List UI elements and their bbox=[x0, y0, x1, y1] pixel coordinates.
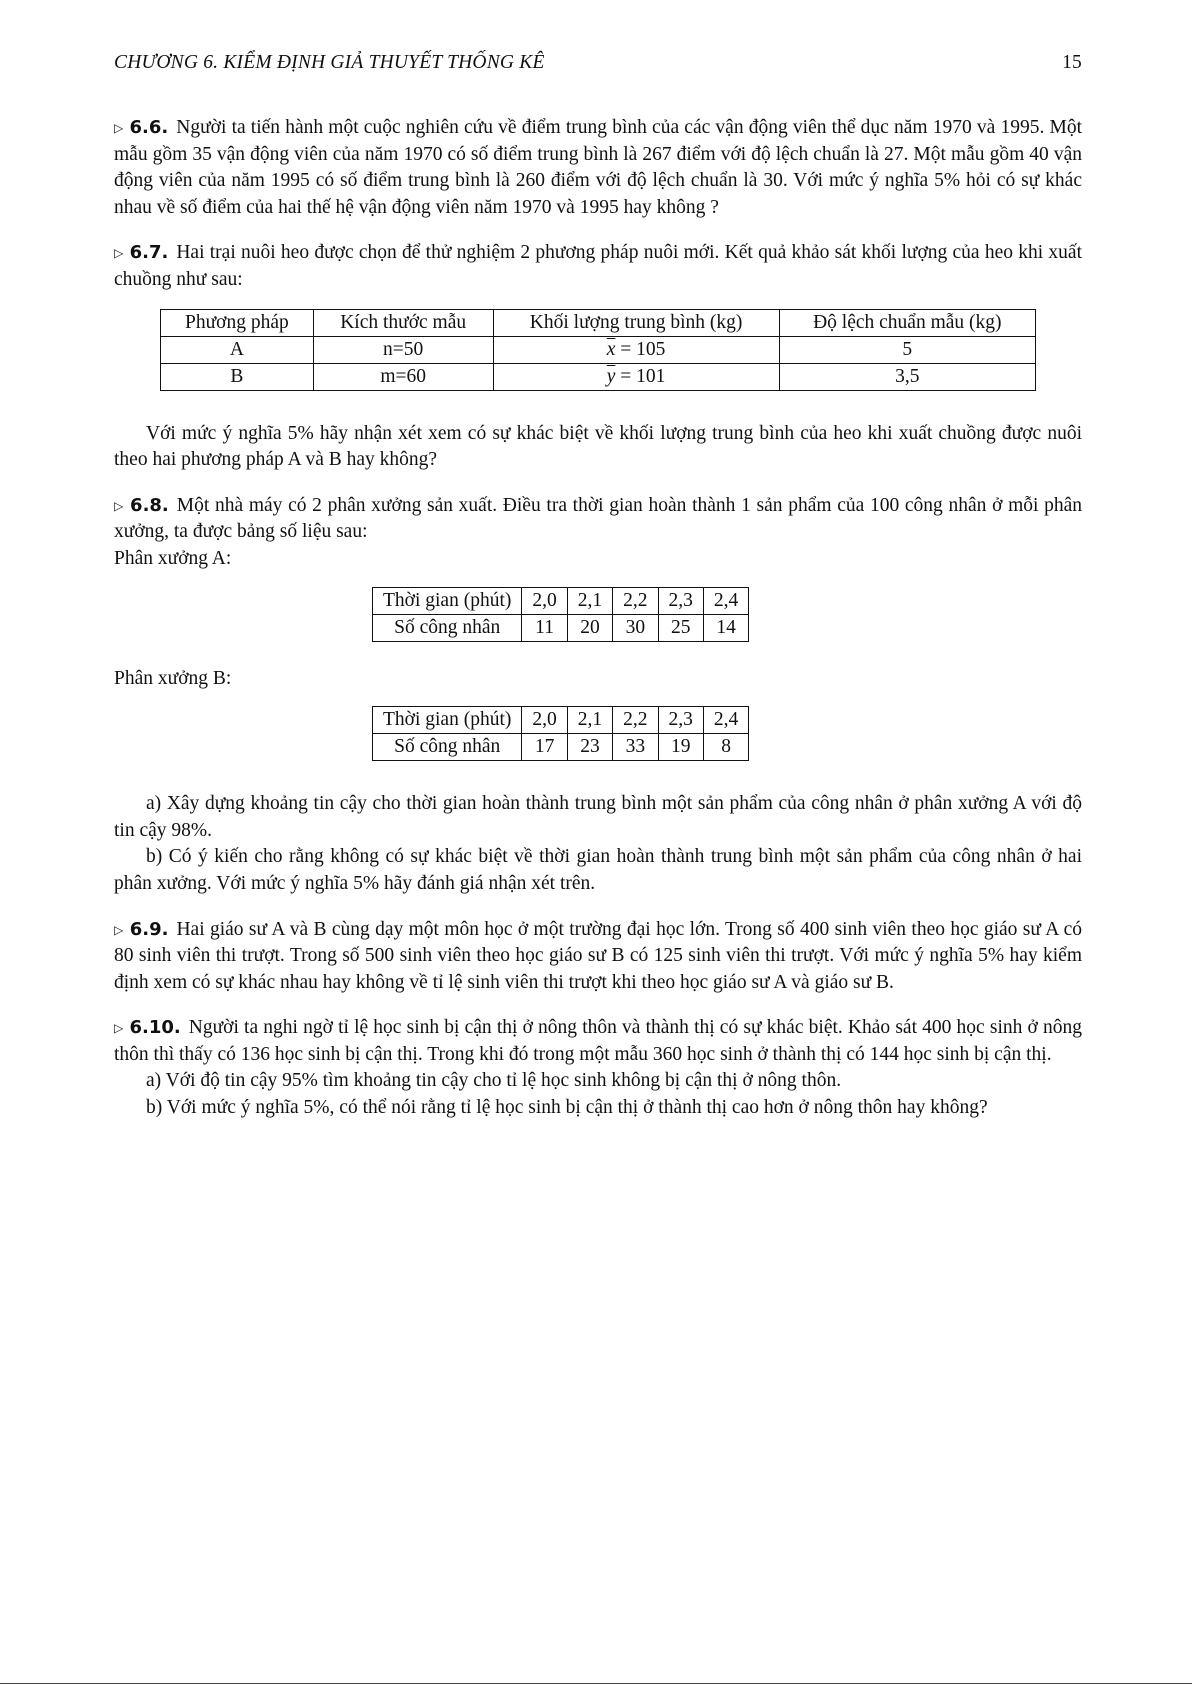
table-cell: 2,4 bbox=[703, 587, 748, 614]
running-header bbox=[114, 52, 1082, 74]
table-header-cell: Độ lệch chuẩn mẫu (kg) bbox=[779, 309, 1035, 336]
table-cell: 14 bbox=[703, 614, 748, 641]
mean-symbol: $\overline{y}$ bbox=[606, 365, 616, 387]
table-cell: n=50 bbox=[313, 336, 493, 363]
table-cell: 30 bbox=[613, 614, 658, 641]
table-cell: 2,2 bbox=[613, 707, 658, 734]
mean-symbol: $\overline{x}$ bbox=[606, 338, 616, 360]
exercise-text: Một nhà máy có 2 phân xưởng sản xuất. Điều tra thời gian hoàn thành 1 sản phẩm của 100 công nhân ở mỗi phân xưởng, ta được bảng số liệu sau: bbox=[114, 494, 1082, 543]
exercise-6-7 bbox=[114, 240, 1082, 473]
triangle-marker-icon: ▷ bbox=[114, 246, 124, 261]
table-cell: A bbox=[161, 336, 314, 363]
exercise-text: Hai giáo sư A và B cùng dạy một môn học ở một trường đại học lớn. Trong số 400 sinh viên theo học giáo sư A có 80 sinh viên thi trượt. Trong số 500 sinh viên theo học giáo sư B có 125 sinh viên thi trượt. Với mức ý nghĩa 5% hay kiểm định xem có sự khác nhau hay không về tỉ lệ sinh viên thi trượt khi theo học giáo sư A và giáo sư B. bbox=[114, 918, 1082, 993]
table-cell: 2,0 bbox=[522, 707, 567, 734]
table-cell: 2,1 bbox=[567, 587, 612, 614]
exercise-text: Hai trại nuôi heo được chọn để thử nghiệm 2 phương pháp nuôi mới. Kết quả khảo sát khối lượng của heo khi xuất chuồng như sau: bbox=[114, 242, 1082, 290]
table-header-cell: Phương pháp bbox=[161, 309, 314, 336]
table-cell: 23 bbox=[567, 734, 612, 761]
table-cell: 2,1 bbox=[567, 707, 612, 734]
table-cell: 2,3 bbox=[658, 707, 703, 734]
table-row-header: Thời gian (phút) bbox=[373, 587, 522, 614]
table-row-header: Thời gian (phút) bbox=[373, 707, 522, 734]
table-row-header: Số công nhân bbox=[373, 734, 522, 761]
exercise-6-6 bbox=[114, 115, 1082, 221]
exercise-number: 6.8. bbox=[130, 494, 169, 516]
pig-weight-table bbox=[160, 309, 1036, 391]
table-cell: 11 bbox=[522, 614, 567, 641]
table-header-row bbox=[161, 309, 1036, 336]
exercise-number: 6.6. bbox=[129, 117, 169, 138]
table-cell bbox=[493, 363, 779, 390]
mean-value: = 101 bbox=[620, 365, 666, 387]
exercise-6-10 bbox=[114, 1015, 1082, 1121]
mean-value: = 105 bbox=[620, 338, 666, 360]
triangle-marker-icon: ▷ bbox=[114, 121, 124, 135]
table-row bbox=[161, 363, 1036, 390]
question-b: b) Có ý kiến cho rằng không có sự khác biệt về thời gian hoàn thành trung bình một sản phẩm của công nhân ở hai phân xưởng. Với mức ý nghĩa 5% hãy đánh giá nhận xét trên. bbox=[114, 846, 1082, 894]
exercise-number: 6.10. bbox=[129, 1017, 181, 1039]
table-row bbox=[161, 336, 1036, 363]
triangle-marker-icon: ▷ bbox=[114, 1021, 124, 1036]
exercise-question: Với mức ý nghĩa 5% hãy nhận xét xem có sự khác biệt về khối lượng trung bình của heo khi xuất chuồng được nuôi theo hai phương pháp A và B hay không? bbox=[114, 422, 1082, 471]
page-bottom-rule bbox=[0, 1683, 1192, 1684]
table-cell: 3,5 bbox=[779, 363, 1035, 390]
question-a: a) Với độ tin cậy 95% tìm khoảng tin cậy cho tỉ lệ học sinh không bị cận thị ở nông thôn. bbox=[146, 1070, 842, 1092]
table-cell: 8 bbox=[703, 734, 748, 761]
table-cell: 5 bbox=[779, 336, 1035, 363]
table-cell: 25 bbox=[658, 614, 703, 641]
table-header-cell: Khối lượng trung bình (kg) bbox=[493, 309, 779, 336]
workshop-a-label: Phân xưởng A: bbox=[114, 547, 232, 569]
table-cell: 2,0 bbox=[522, 587, 567, 614]
triangle-marker-icon: ▷ bbox=[114, 922, 124, 937]
page-number: 15 bbox=[1062, 52, 1082, 73]
table-cell: m=60 bbox=[313, 363, 493, 390]
question-b: b) Với mức ý nghĩa 5%, có thể nói rằng tỉ lệ học sinh bị cận thị ở thành thị cao hơn ở nông thôn hay không? bbox=[146, 1097, 988, 1119]
table-row bbox=[373, 707, 749, 734]
table-row bbox=[373, 614, 749, 641]
table-row bbox=[373, 734, 749, 761]
table-row bbox=[373, 587, 749, 614]
table-cell: 17 bbox=[522, 734, 567, 761]
table-row-header: Số công nhân bbox=[373, 614, 522, 641]
table-cell: 2,3 bbox=[658, 587, 703, 614]
exercise-text: Người ta tiến hành một cuộc nghiên cứu về điểm trung bình của các vận động viên thể dục năm 1970 và 1995. Một mẫu gồm 35 vận động viên của năm 1970 có số điểm trung bình là 267 điểm với độ lệch chuẩn là 27. Một mẫu gồm 40 vận động viên của năm 1995 có số điểm trung bình là 260 điểm với độ lệch chuẩn là 30. Với mức ý nghĩa 5% hỏi có sự khác nhau về số điểm của hai thế hệ vận động viên năm 1970 và 1995 hay không ? bbox=[114, 117, 1082, 218]
table-cell: 2,2 bbox=[613, 587, 658, 614]
workshop-a-table bbox=[372, 587, 749, 642]
workshop-b-table bbox=[372, 706, 749, 761]
exercise-6-9 bbox=[114, 917, 1082, 997]
table-cell: 2,4 bbox=[703, 707, 748, 734]
table-cell: 33 bbox=[613, 734, 658, 761]
exercise-text: Người ta nghi ngờ tỉ lệ học sinh bị cận thị ở nông thôn và thành thị có sự khác biệt. Khảo sát 400 học sinh ở nông thôn thì thấy có 136 học sinh bị cận thị. Trong khi đó trong một mẫu 360 học sinh ở thành thị có 144 học sinh bị cận thị. bbox=[114, 1017, 1082, 1065]
table-cell bbox=[493, 336, 779, 363]
question-a: a) Xây dựng khoảng tin cậy cho thời gian hoàn thành trung bình một sản phẩm của công nhân ở phân xưởng A với độ tin cậy 98%. bbox=[114, 793, 1082, 841]
workshop-b-label: Phân xưởng B: bbox=[114, 667, 232, 689]
table-cell: B bbox=[161, 363, 314, 390]
exercise-6-8 bbox=[114, 493, 1082, 898]
triangle-marker-icon: ▷ bbox=[114, 498, 125, 513]
exercise-number: 6.9. bbox=[129, 918, 169, 940]
table-cell: 19 bbox=[658, 734, 703, 761]
table-header-cell: Kích thước mẫu bbox=[313, 309, 493, 336]
exercise-number: 6.7. bbox=[129, 242, 169, 264]
page-content bbox=[114, 115, 1082, 1122]
chapter-title: CHƯƠNG 6. KIỂM ĐỊNH GIẢ THUYẾT THỐNG KÊ bbox=[114, 52, 545, 73]
table-cell: 20 bbox=[567, 614, 612, 641]
